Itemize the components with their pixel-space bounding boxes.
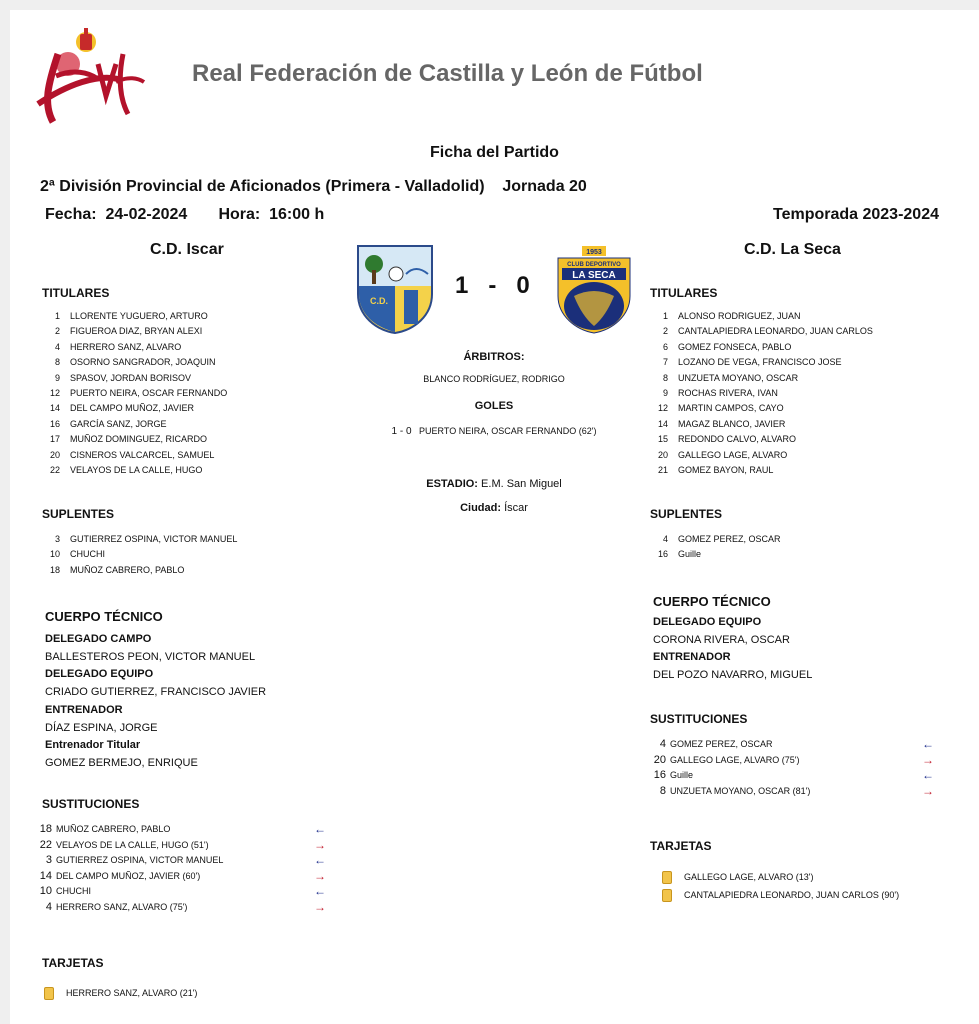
estadio-value: E.M. San Miguel	[481, 478, 562, 490]
card-player: GALLEGO LAGE, ALVARO (13')	[684, 872, 814, 882]
player-number: 17	[49, 434, 60, 445]
home-sustituciones-list	[32, 822, 342, 916]
card-row	[662, 868, 899, 886]
away-suplentes-heading: SUPLENTES	[650, 507, 723, 521]
away-cuerpo-list	[653, 614, 812, 685]
home-titulares-heading: TITULARES	[42, 286, 110, 300]
arrow-left-icon: ←	[314, 822, 326, 836]
player-number: 1	[662, 311, 668, 321]
substitution-row	[32, 869, 342, 885]
player-number: 4	[662, 534, 668, 544]
card-player: HERRERO SANZ, ALVARO (21')	[66, 988, 198, 998]
staff-name: CRIADO GUTIERREZ, FRANCISCO JAVIER	[45, 686, 267, 699]
away-sustituciones-list	[646, 737, 940, 799]
sub-player: UNZUETA MOYANO, OSCAR (81')	[670, 785, 811, 796]
arrow-right-icon: →	[922, 752, 934, 767]
card-row	[44, 984, 197, 1002]
staff-role: ENTRENADOR	[653, 651, 731, 664]
player-name: CANTALAPIEDRA LEONARDO, JUAN CARLOS	[678, 326, 873, 337]
player-number: 7	[662, 357, 668, 368]
player-name: SPASOV, JORDAN BORISOV	[70, 372, 192, 383]
home-team-crest	[356, 244, 434, 334]
home-tarjetas-list	[44, 984, 197, 1002]
yellow-card-icon	[44, 987, 54, 1000]
away-sustituciones-heading: SUSTITUCIONES	[650, 712, 748, 726]
player-name: GOMEZ FONSECA, PABLO	[678, 341, 792, 352]
ciudad-value: Íscar	[504, 502, 528, 514]
card-row	[662, 886, 899, 904]
player-item	[644, 355, 873, 370]
away-score: 0	[516, 272, 530, 299]
player-number: 2	[662, 326, 668, 337]
yellow-card-icon	[662, 889, 672, 902]
season: Temporada 2023-2024	[772, 206, 939, 223]
goal-entry	[334, 426, 654, 437]
player-item	[36, 371, 227, 386]
player-name: REDONDO CALVO, ALVARO	[678, 434, 797, 445]
staff-name: GOMEZ BERMEJO, ENRIQUE	[45, 756, 198, 769]
player-name: GUTIERREZ OSPINA, VICTOR MANUEL	[70, 534, 238, 544]
staff-role: DELEGADO EQUIPO	[653, 616, 762, 628]
player-item	[36, 563, 237, 578]
player-name: GOMEZ PEREZ, OSCAR	[678, 534, 781, 544]
goal-scorer: PUERTO NEIRA, OSCAR FERNANDO (62')	[419, 426, 597, 436]
player-item	[644, 340, 873, 355]
away-titulares-list	[644, 309, 873, 478]
home-suplentes-heading: SUPLENTES	[42, 507, 115, 521]
arbitro-name: BLANCO RODRÍGUEZ, RODRIGO	[423, 374, 565, 384]
player-item	[644, 448, 873, 463]
sub-number: 20	[653, 753, 666, 766]
sub-player: HERRERO SANZ, ALVARO (75')	[56, 901, 188, 912]
player-item	[36, 401, 227, 416]
home-sustituciones-heading: SUSTITUCIONES	[42, 797, 140, 811]
sub-number: 22	[39, 838, 52, 851]
player-item	[644, 417, 873, 432]
player-item	[644, 532, 781, 547]
player-number: 16	[49, 418, 60, 429]
player-number: 20	[657, 449, 668, 460]
substitution-row	[646, 737, 940, 753]
jornada: Jornada 20	[502, 178, 587, 195]
home-cuerpo-heading: CUERPO TÉCNICO	[45, 609, 163, 624]
arrow-right-icon: →	[314, 837, 326, 852]
page-title: Ficha del Partido	[430, 144, 559, 161]
player-number: 8	[54, 357, 60, 368]
date-time-line	[45, 206, 324, 224]
player-number: 3	[54, 534, 60, 544]
sub-number: 14	[39, 869, 52, 882]
player-number: 18	[49, 564, 60, 575]
player-number: 8	[662, 372, 668, 383]
fecha-value: 24-02-2024	[105, 206, 188, 223]
sub-number: 4	[45, 900, 52, 913]
player-number: 22	[49, 465, 60, 476]
player-number: 15	[657, 434, 668, 445]
player-name: UNZUETA MOYANO, OSCAR	[678, 372, 799, 383]
sub-player: GUTIERREZ OSPINA, VICTOR MANUEL	[56, 855, 224, 866]
player-name: ALONSO RODRIGUEZ, JUAN	[678, 311, 801, 321]
yellow-card-icon	[662, 871, 672, 884]
hora-value: 16:00 h	[269, 206, 325, 223]
player-number: 4	[54, 341, 60, 352]
player-item	[36, 547, 237, 562]
home-suplentes-list	[36, 532, 237, 578]
substitution-row	[646, 784, 940, 800]
away-crest-text: LA SECA	[572, 270, 616, 281]
home-titulares-list	[36, 309, 227, 478]
sub-number: 18	[39, 823, 52, 835]
sub-player: MUÑOZ CABRERO, PABLO	[56, 824, 171, 834]
player-name: MAGAZ BLANCO, JAVIER	[678, 418, 786, 429]
player-number: 12	[49, 388, 60, 399]
player-item	[36, 355, 227, 370]
arrow-left-icon: ←	[922, 768, 934, 783]
staff-role: DELEGADO CAMPO	[45, 633, 152, 645]
player-item	[36, 324, 227, 339]
staff-name: CORONA RIVERA, OSCAR	[653, 633, 790, 646]
hora-label: Hora:	[218, 206, 261, 223]
player-item	[36, 386, 227, 401]
player-name: VELAYOS DE LA CALLE, HUGO	[70, 465, 203, 476]
sub-player: GALLEGO LAGE, ALVARO (75')	[670, 754, 800, 765]
federation-logo	[28, 24, 146, 126]
match-sheet-page	[10, 10, 979, 1024]
away-tarjetas-heading: TARJETAS	[650, 839, 712, 853]
home-team-name: C.D. Iscar	[150, 241, 224, 258]
player-item	[644, 463, 873, 478]
arrow-right-icon: →	[314, 868, 326, 883]
sub-player: VELAYOS DE LA CALLE, HUGO (51')	[56, 839, 209, 850]
arbitros-label: ÁRBITROS:	[463, 351, 525, 363]
staff-role: DELEGADO EQUIPO	[45, 668, 154, 681]
sub-number: 4	[659, 738, 666, 750]
player-name: PUERTO NEIRA, OSCAR FERNANDO	[70, 388, 228, 399]
sub-player: DEL CAMPO MUÑOZ, JAVIER (60')	[56, 870, 201, 881]
score-separator: -	[488, 272, 497, 299]
player-item	[644, 432, 873, 447]
away-cuerpo-heading: CUERPO TÉCNICO	[653, 594, 771, 609]
player-item	[644, 371, 873, 386]
player-item	[36, 432, 227, 447]
ciudad-line	[334, 502, 654, 514]
home-score: 1	[455, 272, 469, 299]
player-name: GALLEGO LAGE, ALVARO	[678, 449, 788, 460]
arrow-left-icon: ←	[314, 884, 326, 899]
away-titulares-heading: TITULARES	[650, 286, 718, 300]
player-name: MARTIN CAMPOS, CAYO	[678, 403, 784, 414]
away-team-name: C.D. La Seca	[744, 241, 841, 258]
goal-score: 1 - 0	[391, 426, 412, 437]
player-number: 14	[657, 418, 668, 429]
arrow-left-icon: ←	[922, 737, 934, 751]
fecha-label: Fecha:	[45, 206, 97, 223]
player-name: LLORENTE YUGUERO, ARTURO	[70, 311, 208, 321]
substitution-row	[646, 753, 940, 769]
player-number: 9	[662, 388, 668, 399]
player-name: FIGUEROA DIAZ, BRYAN ALEXI	[70, 326, 203, 337]
division-name: 2ª División Provincial de Aficionados (Primera - Valladolid)	[40, 178, 485, 195]
ciudad-label: Ciudad:	[460, 502, 502, 514]
player-item	[644, 324, 873, 339]
staff-name: DEL POZO NAVARRO, MIGUEL	[653, 669, 813, 682]
player-name: OSORNO SANGRADOR, JOAQUIN	[70, 357, 216, 368]
arrow-right-icon: →	[922, 783, 934, 798]
substitution-row	[32, 822, 342, 838]
staff-role: Entrenador Titular	[45, 739, 141, 752]
arrow-left-icon: ←	[314, 853, 326, 868]
sub-number: 3	[45, 854, 52, 867]
substitution-row	[32, 884, 342, 900]
player-number: 14	[49, 403, 60, 414]
player-item	[36, 463, 227, 478]
player-number: 2	[54, 326, 60, 337]
player-name: CHUCHI	[70, 549, 105, 560]
staff-name: BALLESTEROS PEON, VICTOR MANUEL	[45, 650, 256, 663]
away-tarjetas-list	[662, 868, 899, 904]
substitution-row	[32, 838, 342, 854]
player-item	[644, 401, 873, 416]
player-number: 16	[657, 549, 668, 560]
away-crest-sub: CLUB DEPORTIVO	[567, 262, 621, 268]
player-name: CISNEROS VALCARCEL, SAMUEL	[70, 449, 215, 460]
player-item	[644, 309, 873, 324]
player-name: MUÑOZ CABRERO, PABLO	[70, 564, 185, 575]
player-number: 12	[657, 403, 668, 414]
away-suplentes-list	[644, 532, 781, 563]
player-name: GARCÍA SANZ, JORGE	[70, 418, 167, 429]
player-number: 9	[54, 372, 60, 383]
player-item	[644, 547, 781, 562]
federation-title: Real Federación de Castilla y León de Fútbol	[192, 60, 703, 87]
player-name: LOZANO DE VEGA, FRANCISCO JOSE	[678, 357, 842, 368]
player-name: MUÑOZ DOMINGUEZ, RICARDO	[70, 434, 207, 445]
player-name: DEL CAMPO MUÑOZ, JAVIER	[70, 403, 195, 414]
player-number: 10	[49, 549, 60, 560]
player-number: 21	[657, 465, 668, 476]
estadio-label: ESTADIO:	[426, 478, 478, 490]
substitution-row	[646, 768, 940, 784]
sub-player: GOMEZ PEREZ, OSCAR	[670, 739, 773, 749]
player-item	[36, 417, 227, 432]
player-number: 20	[49, 449, 60, 460]
division-line	[40, 178, 587, 196]
card-player: CANTALAPIEDRA LEONARDO, JUAN CARLOS (90')	[684, 890, 900, 900]
staff-name: DÍAZ ESPINA, JORGE	[45, 721, 158, 734]
player-item	[644, 386, 873, 401]
home-tarjetas-heading: TARJETAS	[42, 956, 104, 970]
player-name: GOMEZ BAYON, RAUL	[678, 465, 774, 476]
substitution-row	[32, 853, 342, 869]
sub-player: CHUCHI	[56, 886, 91, 897]
home-crest-text: C.D.	[370, 296, 388, 306]
player-item	[36, 340, 227, 355]
player-item	[36, 309, 227, 324]
scoreboard	[455, 272, 530, 300]
player-item	[36, 448, 227, 463]
sub-number: 16	[653, 769, 666, 782]
sub-number: 10	[39, 885, 52, 898]
player-name: HERRERO SANZ, ALVARO	[70, 341, 182, 352]
player-number: 6	[662, 341, 668, 352]
player-name: ROCHAS RIVERA, IVAN	[678, 388, 778, 399]
estadio-line	[334, 478, 654, 490]
away-crest-year: 1953	[586, 249, 602, 256]
player-name: Guille	[678, 549, 702, 560]
arrow-right-icon: →	[314, 899, 326, 914]
away-team-crest	[556, 246, 632, 334]
sub-number: 8	[659, 784, 666, 797]
staff-role: ENTRENADOR	[45, 703, 123, 716]
player-item	[36, 532, 237, 547]
player-number: 1	[54, 311, 60, 321]
substitution-row	[32, 900, 342, 916]
home-cuerpo-list	[45, 631, 266, 773]
sub-player: Guille	[670, 770, 694, 781]
goles-label: GOLES	[474, 400, 514, 412]
